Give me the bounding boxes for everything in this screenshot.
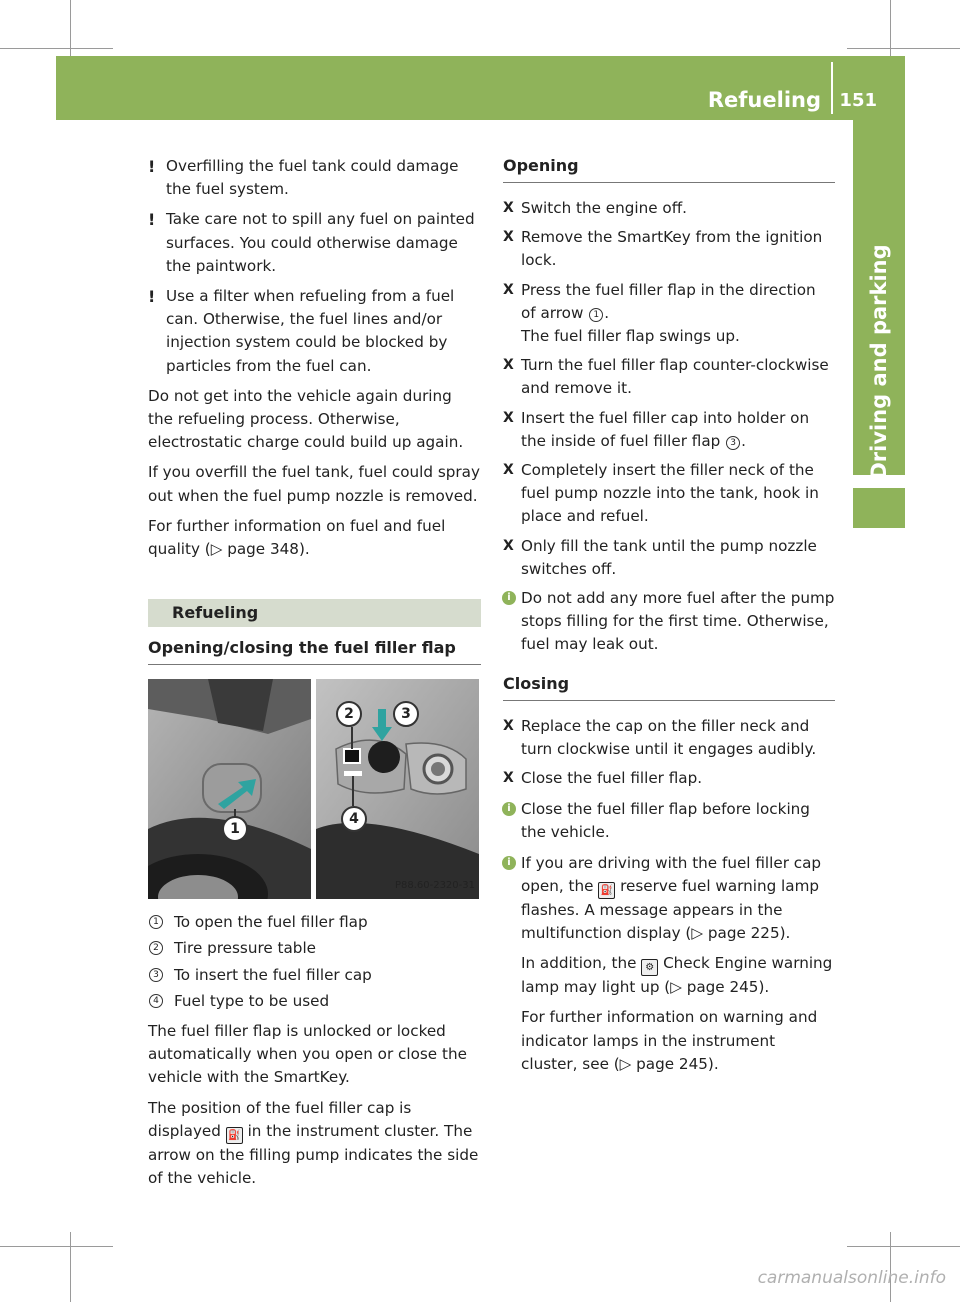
step-text: Replace the cap on the filler neck and turn clockwise until it engages audibly. [521, 716, 817, 758]
warning-text: Take care not to spill any fuel on painted surfaces. You could otherwise damage the paintwork. [166, 210, 475, 275]
legend-text: Fuel type to be used [174, 991, 330, 1010]
info-text-b: reserve fuel warning lamp flashes. A message appears in the multifunction display (▷ page 225). [521, 876, 820, 943]
crop-mark [70, 1232, 71, 1302]
step-text: Turn the fuel filler flap counter-clockwise and remove it. [521, 356, 829, 398]
check-engine-icon: ⚙ [641, 959, 658, 976]
photo-right [316, 679, 479, 899]
step-marker: X [503, 770, 514, 787]
step-text-end: . [604, 303, 610, 322]
step-result: The fuel filler flap swings up. [521, 327, 740, 346]
fuel-flap-open-illustration [316, 679, 479, 899]
step [503, 715, 835, 761]
step [503, 354, 835, 400]
step-marker: X [503, 229, 514, 246]
info-text-e: For further information on warning and indicator lamps in the instrument cluster, see (▷ page 245). [521, 1008, 818, 1073]
step-text: Only fill the tank until the pump nozzle switches off. [521, 536, 817, 578]
side-tab-block [853, 488, 905, 528]
crop-mark [847, 48, 960, 49]
warning-icon: ! [148, 157, 156, 176]
legend-number: 1 [149, 915, 163, 929]
fuel-pump-icon: ⛽ [226, 1127, 243, 1144]
step [503, 767, 835, 790]
info-icon: i [502, 856, 516, 870]
callout-2: 2 [344, 706, 354, 723]
warning-note [148, 208, 481, 278]
legend-text: Tire pressure table [174, 939, 317, 958]
section-title: Refueling [148, 599, 481, 627]
callout-1: 1 [230, 821, 240, 838]
opening-heading: Opening [503, 155, 835, 183]
step [503, 535, 835, 581]
body-paragraph: Do not get into the vehicle again during the refueling process. Otherwise, electrostatic charge could build up again. [148, 386, 464, 452]
photo-left [148, 679, 311, 899]
step [503, 197, 835, 220]
step-text: Switch the engine off. [521, 199, 688, 217]
header-separator [831, 62, 833, 114]
legend-item [148, 937, 481, 960]
legend-number: 4 [149, 994, 163, 1008]
warning-icon: ! [148, 287, 156, 307]
legend-text: To insert the fuel filler cap [174, 965, 372, 984]
closing-heading: Closing [503, 673, 835, 701]
step-text: Press the fuel filler flap in the direction of arrow [521, 280, 816, 322]
crop-mark [0, 48, 113, 49]
fuel-flap-figure [148, 679, 479, 899]
crop-mark [0, 1246, 113, 1247]
info-text-c: In addition, the [521, 954, 637, 973]
page-number: 151 [839, 90, 877, 111]
step-marker: X [503, 281, 514, 298]
info-text: Do not add any more fuel after the pump stops filling for the first time. Otherwise, fuel may leak out. [521, 589, 835, 654]
callout-4: 4 [349, 811, 359, 828]
warning-icon: ! [148, 210, 156, 230]
callout-3: 3 [401, 706, 411, 723]
info-text: Close the fuel filler flap before locking the vehicle. [521, 800, 810, 842]
step-text: Completely insert the filler neck of the fuel pump nozzle into the tank, hook in place and refuel. [521, 461, 819, 526]
info-note [503, 587, 835, 657]
info-text-d: Check Engine warning lamp may light up (▷ page 245). [521, 954, 833, 997]
header-title: Refueling [707, 88, 821, 112]
step-marker: X [503, 462, 514, 479]
warning-text: Use a filter when refueling from a fuel can. Otherwise, the fuel lines and/or injection system could be blocked by particles from the fuel can. [166, 287, 455, 375]
position-text-b: in the instrument cluster. The arrow on the filling pump indicates the side of the vehicle. [148, 1121, 479, 1188]
step-marker: X [503, 200, 514, 216]
watermark: carmanualsonline.info [757, 1268, 946, 1288]
warning-note [148, 285, 481, 378]
figure-code: P88.60-2320-31 [394, 880, 475, 892]
crop-mark [890, 1232, 891, 1302]
step-text-end: . [741, 431, 746, 450]
crop-mark [70, 0, 71, 60]
right-column [503, 155, 835, 1083]
legend-item [148, 964, 481, 987]
info-icon: i [502, 802, 516, 816]
warning-text: Overfilling the fuel tank could damage the fuel system. [166, 157, 459, 199]
step [503, 407, 835, 453]
callout-ref: 1 [589, 308, 603, 322]
step-marker: X [503, 717, 514, 734]
step-marker: X [503, 409, 514, 426]
step-text: Remove the SmartKey from the ignition lock. [521, 228, 823, 270]
info-icon: i [502, 591, 516, 605]
step-marker: X [503, 357, 514, 374]
legend-number: 2 [149, 941, 163, 955]
legend-item [148, 990, 481, 1013]
left-column [148, 155, 481, 1197]
body-paragraph [148, 1097, 481, 1191]
body-paragraph: If you overfill the fuel tank, fuel could spray out when the fuel pump nozzle is removed. [148, 463, 480, 505]
step-text: Close the fuel filler flap. [521, 769, 703, 788]
callout-ref: 3 [726, 436, 740, 450]
page-header [56, 56, 905, 120]
car-side-illustration [148, 679, 311, 899]
side-tab-label: Driving and parking [867, 244, 891, 480]
legend-number: 3 [149, 968, 163, 982]
subheading: Opening/closing the fuel filler flap [148, 637, 481, 665]
legend-item [148, 911, 481, 934]
info-note [503, 852, 835, 1076]
crop-mark [890, 0, 891, 60]
info-text-a: If you are driving with the fuel filler cap open, the [521, 853, 822, 895]
step [503, 226, 835, 272]
legend-text: To open the fuel filler flap [174, 913, 368, 932]
crop-mark [847, 1246, 960, 1247]
step-text: Insert the fuel filler cap into holder on the inside of fuel filler flap [521, 408, 810, 450]
info-note [503, 798, 835, 844]
step-marker: X [503, 537, 514, 554]
body-paragraph: For further information on fuel and fuel quality (▷ page 348). [148, 516, 446, 559]
warning-note [148, 155, 481, 201]
body-paragraph: The fuel filler flap is unlocked or locked automatically when you open or close the vehicle with the SmartKey. [148, 1022, 467, 1087]
reserve-fuel-lamp-icon: ⛽ [598, 882, 615, 899]
position-text-a: The position of the fuel filler cap is displayed [148, 1098, 412, 1140]
step [503, 279, 835, 349]
step [503, 459, 835, 529]
info-line [521, 952, 835, 999]
